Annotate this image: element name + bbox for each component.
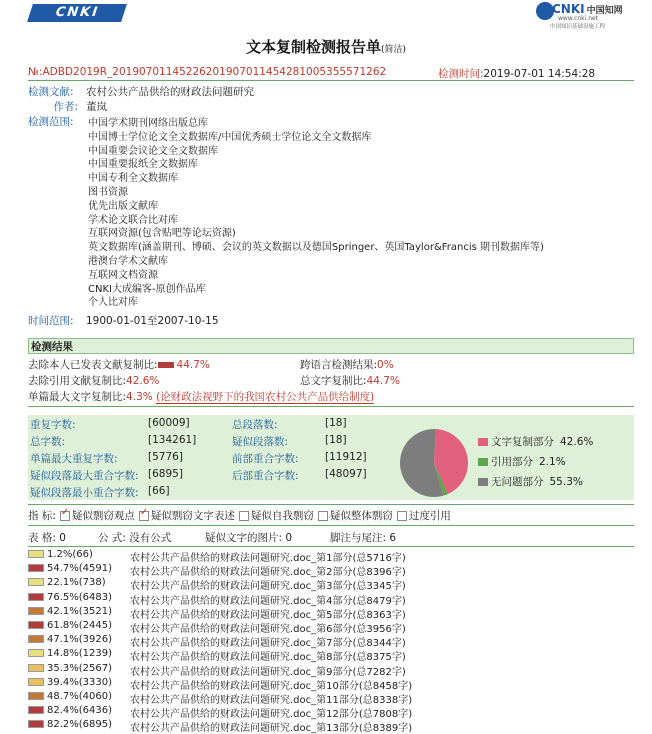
- cnki-logo-left: CNKI: [27, 4, 127, 22]
- author-name: 董岚: [86, 101, 107, 113]
- total-ratio: 总文字复制比:44.7%: [300, 375, 400, 387]
- part-bar-icon: [28, 692, 44, 700]
- database-item: 中国重要报纸全文数据库: [88, 159, 198, 171]
- cite-excl-ratio: 去除引用文献复制比:42.6%: [28, 375, 160, 387]
- part-row[interactable]: 22.1%(738) 农村公共产品供给的财政法问题研究.doc_第3部分(总3345字): [28, 577, 106, 590]
- author-row: 作者: 董岚: [53, 101, 107, 113]
- back-value: [48097]: [325, 468, 367, 480]
- indicator-item: 疑似整体剽窃: [314, 510, 393, 522]
- database-item: 中国重要会议论文全文数据库: [88, 145, 218, 157]
- database-item: 优先出版文献库: [88, 200, 158, 212]
- part-bar-icon: [28, 706, 44, 714]
- max-dup-value: [5776]: [148, 451, 183, 463]
- checkbox-icon: [318, 511, 328, 521]
- pie-legend-item: 文字复制部分 42.6%: [478, 434, 593, 449]
- indicator-item: ✓ 疑似剽窃观点: [56, 510, 135, 522]
- cross-lang-result: 跨语言检测结果:0%: [300, 359, 394, 371]
- part-bar-icon: [28, 649, 44, 657]
- part-bar-icon: [28, 607, 44, 615]
- database-item: 个人比对库: [88, 297, 138, 309]
- checkbox-icon: [139, 511, 149, 521]
- divider: [28, 504, 634, 505]
- indicator-item: ✓ 疑似剽窃文字表述: [135, 510, 235, 522]
- report-id: №:ADBD2019R_20190701145226201907011454281005355571262: [28, 66, 387, 78]
- scope-label: 检测范围:: [28, 116, 74, 128]
- dup-chars-label: 重复字数:: [30, 419, 76, 431]
- time-value: 2019-07-01 14:54:28: [483, 68, 596, 80]
- sus-min-value: [66]: [148, 485, 170, 497]
- range-row: 时间范围: 1900-01-01至2007-10-15: [28, 315, 219, 327]
- part-bar-icon: [28, 621, 44, 629]
- max-single-source: (论财政法视野下的我国农村公共产品供给制度): [156, 391, 375, 403]
- tables-count: 表 格: 0: [28, 532, 66, 544]
- part-row[interactable]: 35.3%(2567) 农村公共产品供给的财政法问题研究.doc_第9部分(总7282字): [28, 663, 112, 676]
- part-row[interactable]: 14.8%(1239) 农村公共产品供给的财政法问题研究.doc_第8部分(总8375字): [28, 648, 112, 661]
- part-bar-icon: [28, 678, 44, 686]
- database-item: 图书资源: [88, 187, 128, 198]
- ratio-bar-icon: [158, 362, 174, 368]
- total-chars-label: 总字数:: [30, 436, 66, 448]
- legend-swatch: [478, 478, 488, 486]
- part-row[interactable]: 76.5%(6483) 农村公共产品供给的财政法问题研究.doc_第4部分(总8479字): [28, 592, 112, 605]
- database-item: CNKI大成编客-原创作品库: [88, 283, 206, 295]
- front-label: 前部重合字数:: [232, 453, 299, 465]
- sus-min-label: 疑似段落最小重合字数:: [30, 487, 139, 499]
- part-row[interactable]: 54.7%(4591) 农村公共产品供给的财政法问题研究.doc_第2部分(总8396字): [28, 563, 112, 576]
- part-bar-icon: [28, 564, 44, 572]
- checkbox-icon: [60, 511, 70, 521]
- database-item: 中国博士学位论文全文数据库/中国优秀硕士学位论文全文数据库: [88, 131, 372, 143]
- sus-max-label: 疑似段落最大重合字数:: [30, 470, 139, 482]
- cnki-subtitle: 中国知识基础设施工程: [550, 24, 606, 30]
- back-label: 后部重合字数:: [232, 470, 299, 482]
- divider: [28, 406, 634, 407]
- database-item: 中国学术期刊网络出版总库: [88, 118, 208, 129]
- part-row[interactable]: 47.1%(3926) 农村公共产品供给的财政法问题研究.doc_第7部分(总8344字): [28, 634, 112, 647]
- part-row[interactable]: 82.4%(6436) 农村公共产品供给的财政法问题研究.doc_第12部分(总7808字): [28, 705, 112, 718]
- part-bar-icon: [28, 593, 44, 601]
- database-item: 互联网文档资源: [88, 269, 158, 281]
- part-bar-icon: [28, 550, 44, 558]
- part-row[interactable]: 42.1%(3521) 农村公共产品供给的财政法问题研究.doc_第5部分(总8363字): [28, 606, 112, 619]
- title-suffix: (简洁): [380, 45, 407, 55]
- indicators-row: 指 标:✓ 疑似剽窃观点✓ 疑似剽窃文字表述 疑似自我剽窃 疑似整体剽窃 过度引用: [28, 508, 451, 523]
- legend-swatch: [478, 458, 488, 466]
- images-count: 疑似文字的图片: 0: [205, 532, 293, 544]
- cnki-logo-right: [536, 2, 634, 28]
- pie-legend-item: 无问题部分 55.3%: [478, 474, 583, 489]
- divider: [28, 80, 634, 81]
- report-id-line: [28, 66, 634, 78]
- similarity-pie-chart: [398, 427, 470, 499]
- part-bar-icon: [28, 664, 44, 672]
- part-row[interactable]: 82.2%(6895) 农村公共产品供给的财政法问题研究.doc_第13部分(总8389字): [28, 719, 112, 732]
- part-bar-icon: [28, 720, 44, 728]
- result-section-header: 检测结果: [28, 338, 634, 354]
- database-item: 学术论文联合比对库: [88, 214, 178, 226]
- divider: [28, 525, 634, 526]
- database-item: 互联网资源(包含贴吧等论坛资源): [88, 228, 236, 240]
- footnotes-count: 脚注与尾注: 6: [330, 532, 397, 544]
- sus-para-label: 疑似段落数:: [232, 436, 289, 448]
- part-bar-icon: [28, 635, 44, 643]
- sus-max-value: [6895]: [148, 468, 183, 480]
- self-excl-ratio: 去除本人已发表文献复制比: 44.7%: [28, 359, 210, 371]
- part-row[interactable]: 48.7%(4060) 农村公共产品供给的财政法问题研究.doc_第11部分(总8338字): [28, 691, 112, 704]
- indicator-item: 疑似自我剽窃: [235, 510, 314, 522]
- indicator-item: 过度引用: [393, 510, 451, 522]
- part-row[interactable]: 39.4%(3330) 农村公共产品供给的财政法问题研究.doc_第10部分(总8458字): [28, 677, 112, 690]
- range-value: 1900-01-01至2007-10-15: [86, 315, 219, 327]
- part-bar-icon: [28, 578, 44, 586]
- database-item: 英文数据库(涵盖期刊、博硕、会议的英文数据以及德国Springer、英国Taylor&Francis 期刊数据库等): [88, 242, 544, 254]
- total-para-value: [18]: [325, 417, 347, 429]
- formulas-info: 公 式: 没有公式: [98, 532, 172, 544]
- cnki-brand: CNKI 中国知网: [552, 2, 623, 16]
- database-item: 中国专利全文数据库: [88, 173, 178, 185]
- total-chars-value: [134261]: [148, 434, 197, 446]
- checkbox-icon: [397, 511, 407, 521]
- pie-legend-item: 引用部分 2.1%: [478, 454, 566, 469]
- max-single-ratio: 单篇最大文字复制比:4.3% (论财政法视野下的我国农村公共产品供给制度): [28, 391, 375, 403]
- divider: [28, 546, 634, 547]
- front-value: [11912]: [325, 451, 367, 463]
- doc-title: 农村公共产品供给的财政法问题研究: [86, 86, 254, 98]
- dup-chars-value: [60009]: [148, 417, 190, 429]
- cnki-url: www.cnki.net: [558, 15, 599, 22]
- part-row[interactable]: 61.8%(2445) 农村公共产品供给的财政法问题研究.doc_第6部分(总3956字): [28, 620, 112, 633]
- checkbox-icon: [239, 511, 249, 521]
- doc-row: 检测文献: 农村公共产品供给的财政法问题研究: [28, 86, 254, 98]
- part-row[interactable]: 1.2%(66) 农村公共产品供给的财政法问题研究.doc_第1部分(总5716字): [28, 549, 93, 562]
- time-label: 检测时间:: [438, 68, 484, 80]
- page-title: 文本复制检测报告单(简洁): [245, 38, 407, 56]
- total-para-label: 总段落数:: [232, 419, 278, 431]
- sus-para-value: [18]: [325, 434, 347, 446]
- database-item: 港澳台学术文献库: [88, 256, 168, 267]
- legend-swatch: [478, 438, 488, 446]
- max-dup-label: 单篇最大重复字数:: [30, 453, 118, 465]
